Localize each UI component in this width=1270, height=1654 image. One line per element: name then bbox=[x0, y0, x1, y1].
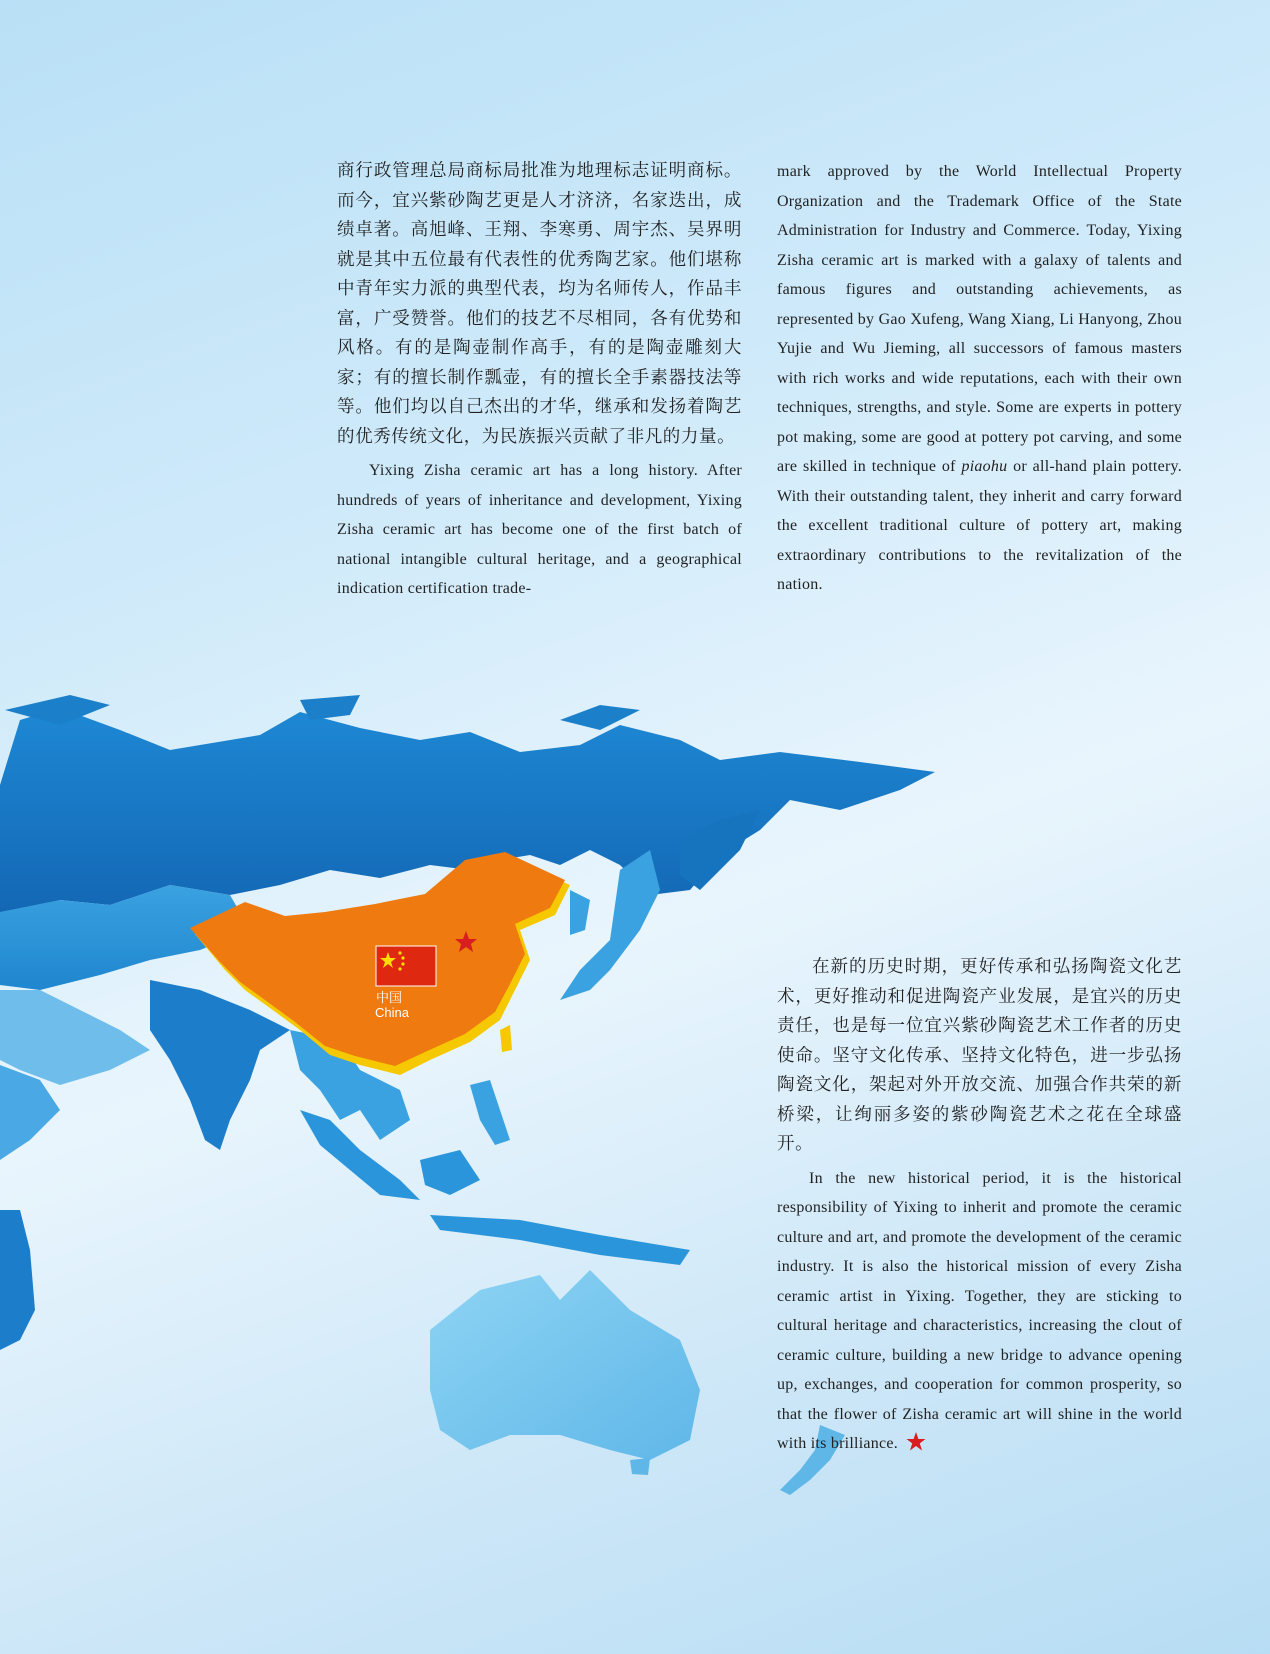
middle-east bbox=[0, 990, 150, 1085]
africa-edge bbox=[0, 1210, 35, 1350]
english-text-bottom: In the new historical period, it is the historical responsibility of Yixing to inherit and promote the ceramic culture and art, and promote the development of the ceramic industry. It is also the historical mission of every Zisha ceramic artist in Yixing. Together, they are sticking to cultural heritage and characteristics, increasing the clout of ceramic culture, building a new bridge to advance opening up, exchanges, and cooperation for common prosperity, so that the flower of Zisha ceramic art will shine in the world with its brilliance. bbox=[777, 1169, 1182, 1452]
china-flag bbox=[376, 946, 436, 986]
china-label-zh: 中国 bbox=[376, 991, 403, 1006]
philippines bbox=[470, 1080, 510, 1145]
chinese-paragraph-left: 商行政管理总局商标局批准为地理标志证明商标。而今，宜兴紫砂陶艺更是人才济济，名家迭出，成绩卓著。高旭峰、王翔、李寒勇、周宇杰、吴界明就是其中五位最有代表性的优秀陶艺家。他们堪称中青年实力派的典型代表，均为名师传人，作品丰富，广受赞誉。他们的技艺不尽相同，各有优势和风格。有的是陶壶制作高手，有的是陶壶雕刻大家；有的擅长制作瓢壶，有的擅长全手素器技法等等。他们均以自己杰出的才华，继承和发扬着陶艺的优秀传统文化，为民族振兴贡献了非凡的力量。 bbox=[337, 161, 742, 447]
chinese-paragraph-bottom: 在新的历史时期，更好传承和弘扬陶瓷文化艺术，更好推动和促进陶瓷产业发展，是宜兴的历史责任，也是每一位宜兴紫砂陶瓷艺术工作者的历史使命。坚守文化传承、坚持文化特色，进一步弘扬陶瓷文化，架起对外开放交流、加强合作共荣的新桥梁，让绚丽多姿的紫砂陶瓷艺术之花在全球盛开。 bbox=[777, 957, 1182, 1154]
tasmania bbox=[630, 1458, 650, 1475]
left-text-column bbox=[337, 157, 742, 604]
korea-japan bbox=[560, 850, 660, 1000]
english-paragraph-left: Yixing Zisha ceramic art has a long history. After hundreds of years of inheritance and development, Yixing Zisha ceramic art has become one of the first batch of national intangible cultural heritage, and a geographical indication certification trade- bbox=[337, 462, 742, 597]
right-text-column bbox=[777, 157, 1182, 600]
english-text-part2: or all-hand plain pottery. With their outstanding talent, they inherit and carry forward the excellent traditional culture of pottery art, making extraordinary contributions to the revitalization of the nation. bbox=[777, 458, 1182, 593]
end-star-icon bbox=[906, 1432, 926, 1451]
english-paragraph-right bbox=[777, 157, 1182, 600]
taiwan bbox=[500, 1025, 512, 1052]
english-paragraph-bottom bbox=[777, 1164, 1182, 1459]
china-label-en: China bbox=[375, 1005, 409, 1020]
bottom-right-text-column bbox=[777, 953, 1182, 1459]
italic-term: piaohu bbox=[961, 458, 1008, 475]
english-text-part1: mark approved by the World Intellectual Property Organization and the Trademark Office of the State Administration for Industry and Commerce. Today, Yixing Zisha ceramic art is marked with a galaxy of talents and famous figures and outstanding achievements, as represented by Gao Xufeng, Wang Xiang, Li Hanyong, Zhou Yujie and Wu Jieming, all successors of famous masters with rich works and wide reputations, each with their own techniques, strengths, and style. Some are experts in pottery pot making, some are good at pottery pot carving, and some are skilled in technique of bbox=[777, 163, 1182, 475]
australia bbox=[430, 1270, 700, 1460]
